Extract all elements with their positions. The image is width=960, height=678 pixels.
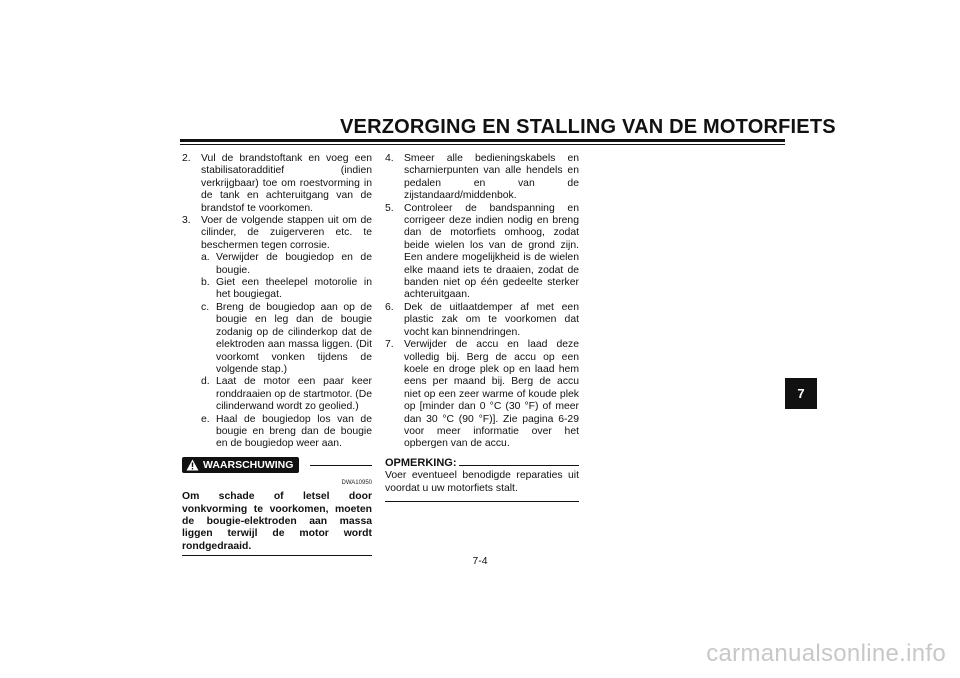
item-number: 5. (385, 202, 394, 214)
warning-code: DWA10950 (341, 479, 372, 486)
item-text: Verwijder de accu en laad deze volledig bij. Berg de accu op een koele en droge plek op en laad hem eens per maand bij. Berg de accu niet op een zeer warme of koude plek op [minder dan 0 °C (30 °F) of meer dan 30 °C (90 °F)]. Zie pagina 6-29 voor meer informatie over het opbergen van de accu. (404, 339, 579, 450)
note-header (385, 457, 579, 469)
header-rule-thin (180, 144, 785, 145)
page-number: 7-4 (472, 556, 488, 567)
item-text: Vul de brandstoftank en voeg een stabilisatoradditief (indien verkrijgbaar) toe om roestvorming in de tank en achteruitgang van de brandstof te voorkomen. (201, 153, 372, 214)
sub-item-text: Laat de motor een paar keer ronddraaien op de startmotor. (De cilinderwand wordt zo geolied.) (216, 376, 372, 413)
list-item (182, 215, 372, 252)
warning-end-rule (182, 555, 372, 556)
page-title: VERZORGING EN STALLING VAN DE MOTORFIETS (340, 116, 836, 138)
warning-badge (182, 457, 299, 473)
sub-item-letter: a. (201, 252, 210, 264)
left-column (182, 153, 372, 556)
list-item (385, 302, 579, 339)
watermark: carmanualsonline.info (706, 640, 946, 667)
note-end-rule (385, 501, 579, 502)
item-text: Voer de volgende stappen uit om de cilinder, de zuigerveren etc. te beschermen tegen corrosie. (201, 215, 372, 251)
warning-label: WAARSCHUWING (203, 458, 294, 471)
sub-item (201, 252, 372, 277)
item-number: 7. (385, 339, 394, 351)
sub-item-letter: d. (201, 376, 210, 388)
header-rule-thick (180, 139, 785, 142)
item-number: 6. (385, 301, 394, 313)
list-item (182, 153, 372, 215)
sub-item-text: Giet een theelepel motorolie in het bougiegat. (216, 277, 372, 301)
item-number: 3. (182, 215, 191, 227)
list-item (385, 203, 579, 302)
right-column (385, 153, 579, 502)
sub-item-text: Breng de bougiedop aan op de bougie en leg dan de bougie zodanig op de cilinderkop dat de elektroden aan massa liggen. (Dit voorkomt vonken tijdens de volgende stap.) (216, 301, 372, 375)
sub-item (201, 302, 372, 376)
sub-item-letter: b. (201, 277, 210, 289)
sub-item-text: Verwijder de bougiedop en de bougie. (216, 252, 372, 276)
sub-item (201, 376, 372, 413)
note-text: Voer eventueel benodigde reparaties uit voordat u uw motorfiets stalt. (385, 470, 579, 494)
list-item (385, 339, 579, 451)
item-text: Smeer alle bedieningskabels en scharnierpunten van alle hendels en pedalen en van de zijstandaard/middenbok. (404, 153, 579, 202)
warning-triangle-icon (186, 459, 199, 471)
warning-header (182, 457, 372, 475)
sub-item-letter: c. (201, 301, 210, 313)
note-label: OPMERKING: (385, 456, 457, 469)
sub-item (201, 277, 372, 302)
item-number: 4. (385, 153, 394, 164)
item-number: 2. (182, 153, 191, 164)
chapter-tab: 7 (785, 378, 817, 409)
sub-item (201, 414, 372, 451)
warning-text: Om schade of letsel door vonkvorming te voorkomen, moeten de bougie-elektroden aan massa liggen terwijl de motor wordt rondgedraaid. (182, 491, 372, 552)
sub-item-text: Haal de bougiedop los van de bougie en breng dan de bougie en de bougiedop weer aan. (216, 413, 372, 450)
item-text: Dek de uitlaatdemper af met een plastic zak om te voorkomen dat vocht kan binnendringen. (404, 301, 579, 338)
note-header-rule (459, 465, 580, 466)
sub-item-letter: e. (201, 413, 210, 425)
item-text: Controleer de bandspanning en corrigeer deze indien nodig en breng dan de motorfiets omhoog, zodat beide wielen los van de grond zijn. Een andere mogelijkheid is de wielen elke maand iets te draaien, zodat de banden niet op één gedeelte sterker achteruitgaan. (404, 202, 579, 301)
warning-header-rule (310, 465, 372, 466)
list-item (385, 153, 579, 203)
